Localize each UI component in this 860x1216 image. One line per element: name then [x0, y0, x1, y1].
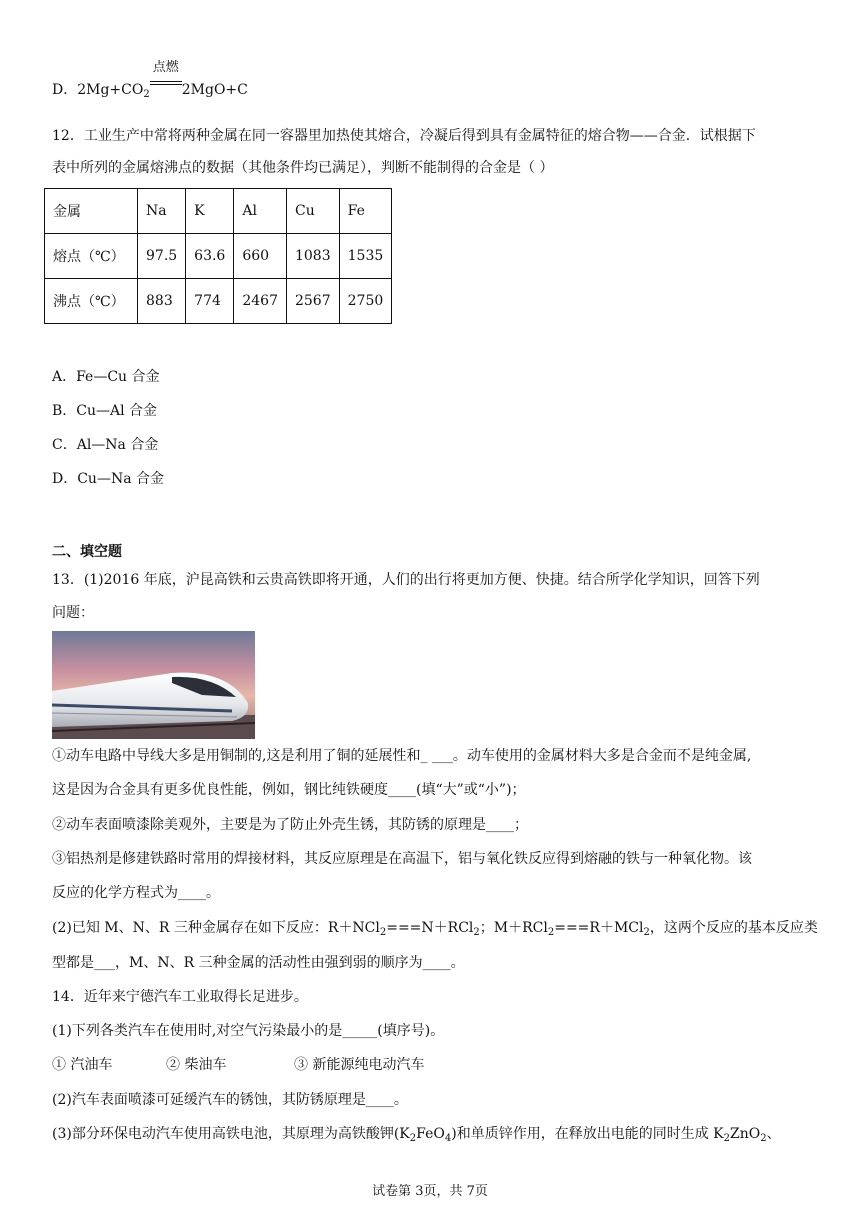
q14-choices	[52, 1055, 424, 1075]
reaction-condition: 点燃	[150, 76, 182, 94]
page-footer: 试卷第 3页，共 7页	[372, 1184, 488, 1199]
q13-part2-line2: 型都是___，M、N、R 三种金属的活动性由强到弱的顺序为____。	[52, 955, 465, 971]
table-cell: K	[186, 189, 234, 234]
table-cell: Al	[234, 189, 287, 234]
q13-stem-line1: 13．(1)2016 年底，沪昆高铁和云贵高铁即将开通，人们的出行将更加方便、快捷。结合所学化学知识，回答下列	[52, 572, 760, 588]
table-cell: 金属	[45, 189, 138, 234]
table-cell: 774	[186, 279, 234, 324]
choice-item: ③ 新能源纯电动汽车	[294, 1057, 425, 1073]
high-speed-train-photo	[52, 631, 255, 739]
q13-sub2: ②动车表面喷漆除美观外，主要是为了防止外壳生锈，其防锈的原理是____；	[52, 817, 528, 833]
table-cell: 63.6	[186, 234, 234, 279]
q13-sub1-line2: 这是因为合金具有更多优良性能，例如，钢比纯铁硬度____(填“大”或“小”)；	[52, 782, 526, 798]
table-cell: 1535	[339, 234, 392, 279]
q13-part2-line1: (2)已知 M、N、R 三种金属存在如下反应：R＋NCl$_2$===N＋RCl$_2$；M＋RCl$_2$===R＋MCl$_2$，这两个反应的基本反应类	[52, 920, 818, 938]
q13-stem-line2: 问题：	[52, 605, 94, 621]
q12-option-b: B．Cu—Al 合金	[52, 403, 158, 419]
table-row	[45, 234, 392, 279]
table-cell: 2567	[286, 279, 339, 324]
choice-item: ② 柴油车	[166, 1057, 227, 1073]
table-cell: 沸点（℃）	[45, 279, 138, 324]
table-row	[45, 279, 392, 324]
q12-stem-line2: 表中所列的金属熔沸点的数据（其他条件均已满足），判断不能制得的合金是（ ）	[52, 160, 554, 176]
table-cell: 97.5	[138, 234, 186, 279]
table-cell: Cu	[286, 189, 339, 234]
q14-part1: (1)下列各类汽车在使用时,对空气污染最小的是_____(填序号)。	[52, 1023, 445, 1039]
q12-option-c: C．Al—Na 合金	[52, 437, 159, 453]
q13-sub1-line1: ①动车电路中导线大多是用铜制的,这是利用了铜的延展性和_ ___。动车使用的金属材料大多是合金而不是纯金属,	[52, 748, 752, 764]
table-cell: 660	[234, 234, 287, 279]
table-cell: 883	[138, 279, 186, 324]
table-cell: 2467	[234, 279, 287, 324]
q13-sub3-line2: 反应的化学方程式为____。	[52, 885, 220, 901]
table-cell: Na	[138, 189, 186, 234]
table-cell: 熔点（℃）	[45, 234, 138, 279]
q12-option-d: D．Cu—Na 合金	[52, 471, 164, 487]
section-title: 二、填空题	[52, 544, 122, 560]
q14-part2: (2)汽车表面喷漆可延缓汽车的锈蚀，其防锈原理是____。	[52, 1092, 408, 1108]
q11-option-d: D．$2Mg+CO_2$ 点燃 2MgO+C	[52, 60, 248, 100]
q12-stem-line1: 12．工业生产中常将两种金属在同一容器里加热使其熔合，冷凝后得到具有金属特征的熔合物——合金．试根据下	[52, 128, 756, 144]
table-cell: 1083	[286, 234, 339, 279]
q12-option-a: A．Fe—Cu 合金	[52, 369, 160, 385]
q14-part3: (3)部分环保电动汽车使用高铁电池，其原理为高铁酸钾$(K_2FeO_4)$和单质锌作用，在释放出电能的同时生成 $K_2ZnO_2$、	[52, 1126, 781, 1144]
table-header-row	[45, 189, 392, 234]
metal-melting-boiling-table	[44, 188, 392, 324]
table-cell: 2750	[339, 279, 392, 324]
q13-sub3-line1: ③铝热剂是修建铁路时常用的焊接材料，其反应原理是在高温下，铝与氧化铁反应得到熔融的铁与一种氧化物。该	[52, 851, 752, 867]
q14-stem: 14．近年来宁德汽车工业取得长足进步。	[52, 989, 308, 1005]
choice-item: ① 汽油车	[52, 1057, 113, 1073]
table-cell: Fe	[339, 189, 392, 234]
